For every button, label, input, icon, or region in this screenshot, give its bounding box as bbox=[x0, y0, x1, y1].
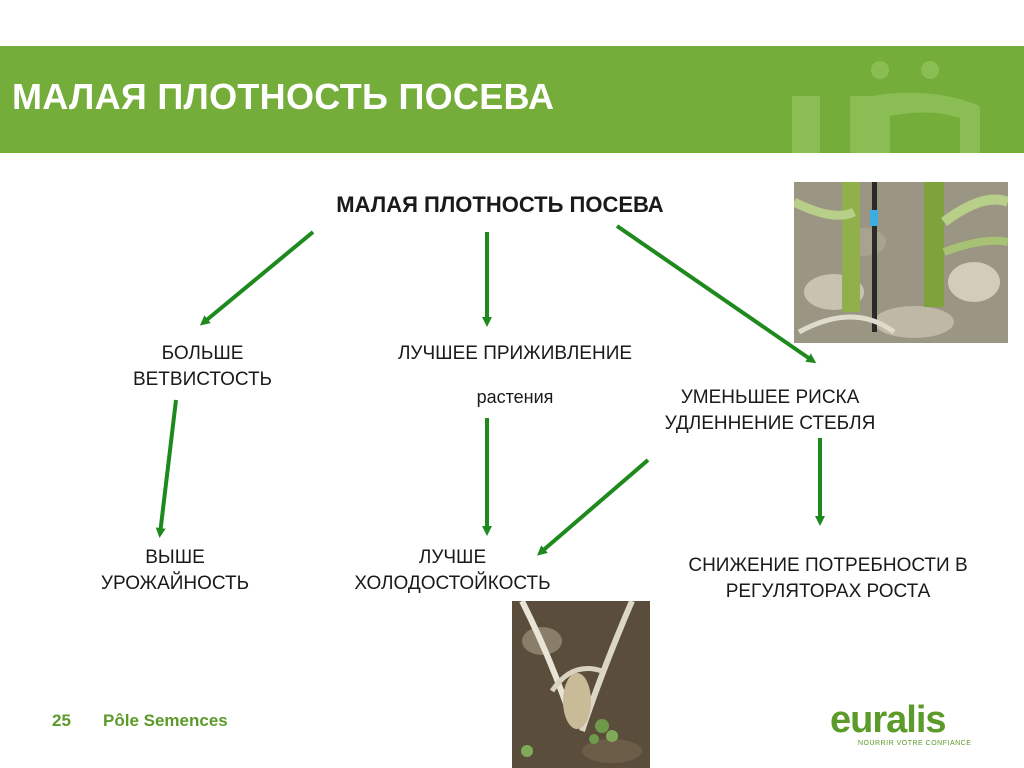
arrow-to-yield bbox=[160, 400, 176, 534]
node-lodging-risk: УМЕНЬШЕЕ РИСКА УДЛЕННЕНИЕ СТЕБЛЯ bbox=[664, 387, 876, 434]
logo-tagline: NOURRIR VOTRE CONFIANCE bbox=[858, 740, 972, 747]
node-establishment-sub: растения bbox=[476, 387, 554, 407]
euralis-logo bbox=[830, 700, 990, 750]
page-number: 25 bbox=[52, 711, 71, 730]
node-yield: ВЫШЕ УРОЖАЙНОСТЬ bbox=[100, 547, 250, 594]
node-regulators: СНИЖЕНИЕ ПОТРЕБНОСТИ В РЕГУЛЯТОРАХ РОСТА bbox=[688, 555, 968, 602]
plant-stem-photo bbox=[794, 182, 1008, 343]
arrow-lodging-to-cold bbox=[540, 460, 648, 553]
diagram-root: МАЛАЯ ПЛОТНОСТЬ ПОСЕВА bbox=[336, 192, 664, 217]
slide-title: МАЛАЯ ПЛОТНОСТЬ ПОСЕВА bbox=[12, 76, 555, 117]
node-cold-tolerance: ЛУЧШЕ ХОЛОДОСТОЙКОСТЬ bbox=[354, 547, 551, 594]
footer-label: Pôle Semences bbox=[103, 711, 228, 730]
node-branching: БОЛЬШЕ ВЕТВИСТОСТЬ bbox=[132, 343, 273, 390]
arrow-to-branching bbox=[203, 232, 313, 323]
node-establishment: ЛУЧШЕЕ ПРИЖИВЛЕНИЕ bbox=[397, 343, 633, 364]
plant-cold-photo bbox=[512, 601, 650, 768]
logo-word: euralis bbox=[830, 699, 946, 741]
